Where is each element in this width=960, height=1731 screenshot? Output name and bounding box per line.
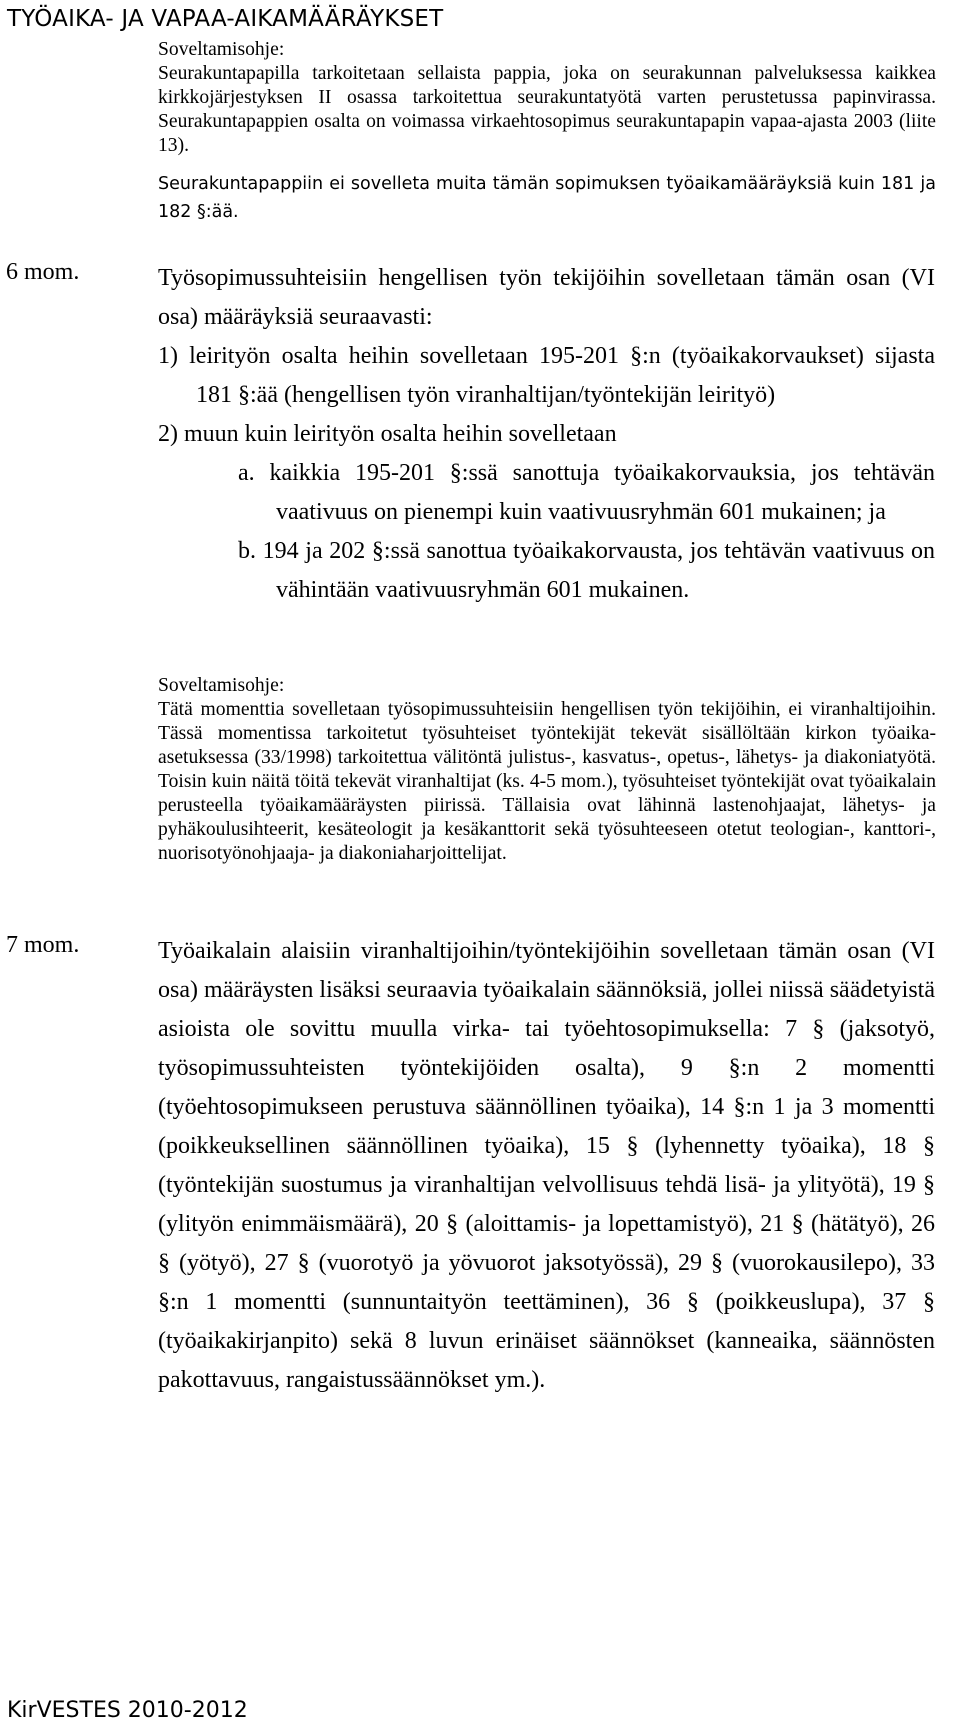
section-6-item-2a: a. kaikkia 195-201 §:ssä sanottuja työaikakorvauksia, jos tehtävän vaativuus on pienempi kuin vaativuusryhmän 601 mukainen; ja bbox=[238, 460, 935, 525]
application-note-text: Seurakuntapapilla tarkoitetaan sellaista pappia, joka on seurakunnan palveluksessa kaikkea kirkkojärjestyksen II osassa tarkoitettua seurakuntatyötä varten perustetussa papinvirassa. Seurakuntapappien osalta on voimassa virkaehtosopimus seurakuntapapin vapaa-ajasta 2003 (liite 13). bbox=[158, 63, 936, 156]
section-7-text: Työaikalain alaisiin viranhaltijoihin/työntekijöihin sovelletaan tämän osan (VI osa) määräysten lisäksi seuraavia työaikalain säännöksiä, jollei niissä säädetyistä asioista ole sovittu muulla virka- tai työehtosopimuksella: 7 § (jaksotyö, työsopimussuhteisten työntekijöiden osalta), 9 §:n 2 momentti (työehtosopimukseen perustuva säännöllinen työaika), 14 §:n 1 ja 3 momentti (poikkeuksellinen säännöllinen työaika), 15 § (lyhennetty työaika), 18 § (työntekijän suostumus ja viranhaltijan velvollisuus tehdä lisä- ja ylityötä), 19 § (ylityön enimmäismäärä), 20 § (aloittamis- ja lopettamistyö), 21 § (hätätyö), 26 § (yötyö), 27 § (vuorotyö ja yövuorot jaksotyössä), 29 § (vuorokausilepo), 33 §:n 1 momentti (sunnuntaityön teettäminen), 36 § (poikkeuslupa), 37 § (työaikakirjanpito) sekä 8 luvun erinäiset säännökset (kanneaika, säännösten pakottavuus, rangaistussäännökset ym.). bbox=[158, 938, 935, 1393]
section-label-6: 6 mom. bbox=[6, 259, 80, 285]
section-6-item-2b: b. 194 ja 202 §:ssä sanottua työaikakorvausta, jos tehtävän vaativuus on vähintään vaativuusryhmän 601 mukainen. bbox=[238, 538, 935, 603]
application-note-text: Tätä momenttia sovelletaan työsopimussuhteisiin hengellisen työn tekijöihin, ei viranhaltijoihin. Tässä momentissa tarkoitetut työsuhteiset työntekijät tekevät sisällöltään kirkon työaika-asetuksessa (33/1998) tarkoitettua välitöntä julistus-, kasvatus-, opetus-, lähetys- ja diakoniatyötä. Toisin kuin näitä töitä tekevät viranhaltijat (ks. 4-5 mom.), työsuhteiset työntekijät ovat työaikalain perusteella työaikamääräysten piirissä. Tällaisia ovat lähinnä lastenohjaajat, lähetys- ja pyhäkoulusihteerit, kesäteologit ja kesäkanttorit sekä työsuhteeseen otetut teologian-, kanttori-, nuorisotyönohjaaja- ja diakoniaharjoittelijat. bbox=[158, 699, 936, 864]
application-note-heading: Soveltamisohje: bbox=[158, 675, 285, 696]
section-6-item-1: 1) leirityön osalta heihin sovelletaan 195-201 §:n (työaikakorvaukset) sijasta 181 §:ää (hengellisen työn viranhaltijan/työntekijän leirityö) bbox=[158, 343, 935, 408]
application-note-1 bbox=[158, 38, 936, 226]
section-6-item-2: 2) muun kuin leirityön osalta heihin sovelletaan bbox=[158, 421, 617, 447]
application-note-extra: Seurakuntapappiin ei sovelleta muita tämän sopimuksen työaikamääräyksiä kuin 181 ja 182 §:ää. bbox=[158, 174, 936, 222]
section-label-7: 7 mom. bbox=[6, 932, 80, 958]
application-note-heading: Soveltamisohje: bbox=[158, 39, 285, 60]
section-6-intro: Työsopimussuhteisiin hengellisen työn tekijöihin sovelletaan tämän osan (VI osa) määräyksiä seuraavasti: bbox=[158, 265, 935, 330]
application-note-2 bbox=[158, 674, 936, 866]
page-header: TYÖAIKA- JA VAPAA-AIKAMÄÄRÄYKSET bbox=[7, 6, 444, 32]
page-footer: KirVESTES 2010-2012 bbox=[7, 1698, 248, 1723]
section-6-body bbox=[158, 259, 935, 610]
section-7-body bbox=[158, 932, 935, 1400]
